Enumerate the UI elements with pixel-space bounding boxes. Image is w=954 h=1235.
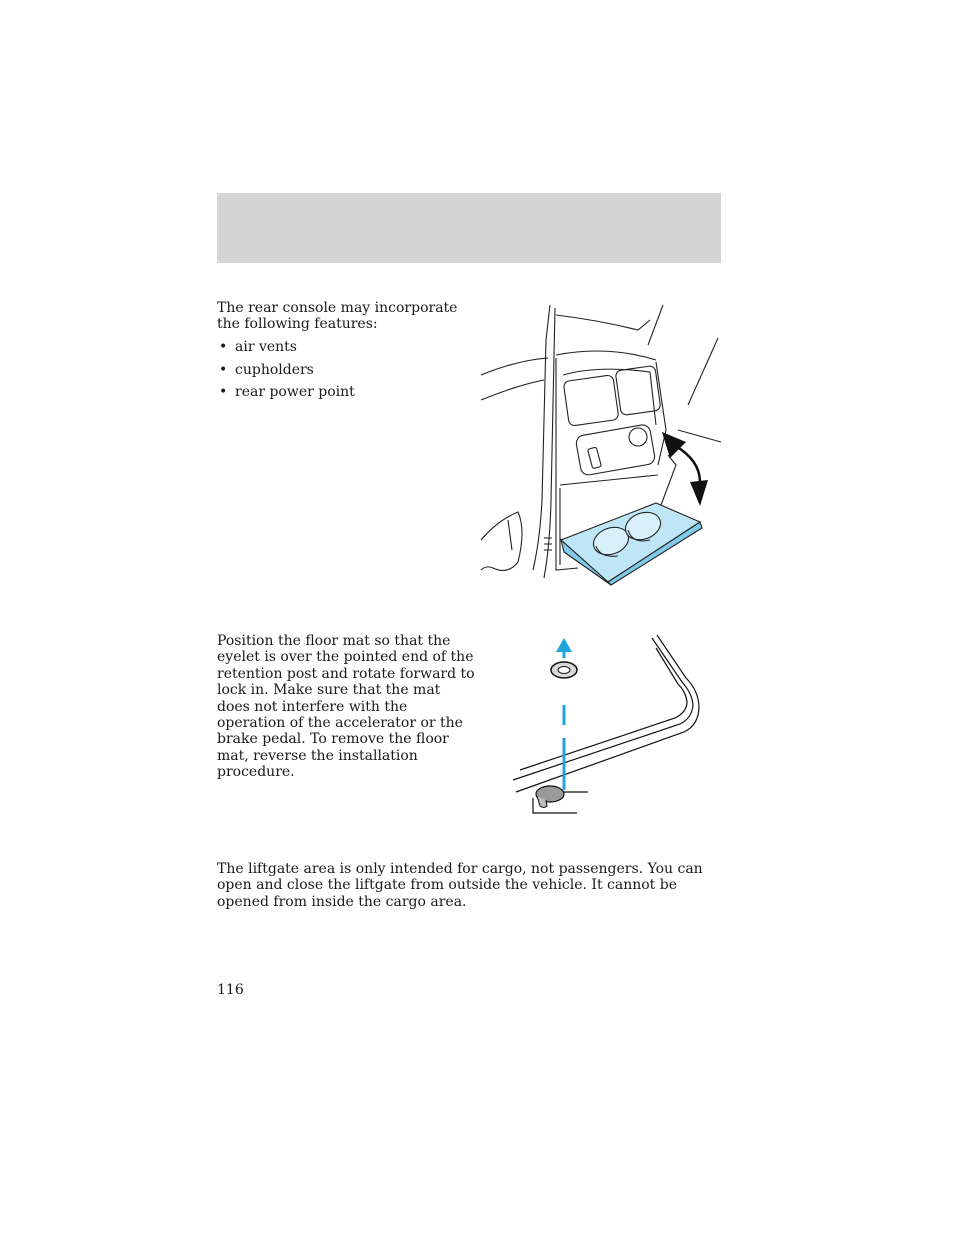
rear-console-feature-list [217,339,355,407]
rear-console-intro: The rear console may incorporate the following features: [217,300,458,333]
rear-console-illustration [478,300,723,590]
feature-item-cupholders: • cupholders [217,362,355,385]
page-number: 116 [217,982,244,998]
floor-mat-illustration [500,630,705,820]
feature-item-air-vents: • air vents [217,339,355,362]
liftgate-text: The liftgate area is only intended for cargo, not passengers. You can open and close the liftgate from outside the vehicle. It cannot be opened from inside the cargo area. [217,861,703,910]
feature-item-rear-power-point: • rear power point [217,384,355,407]
section-header-band [217,193,721,263]
floor-mat-instructions: Position the floor mat so that the eyelet is over the pointed end of the retention post and rotate forward to lock in. Make sure that the mat does not interfere with the operation of the accelerator or the brake pedal. To remove the floor mat, reverse the installation procedure. [217,633,475,781]
